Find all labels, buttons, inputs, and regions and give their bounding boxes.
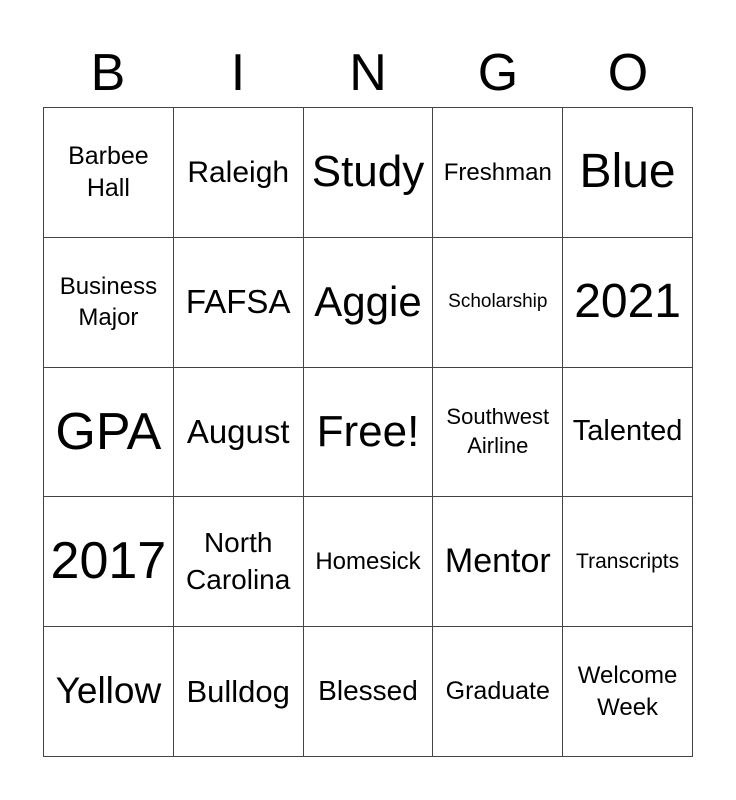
bingo-cell: GPA <box>44 368 174 498</box>
bingo-cell: Aggie <box>304 238 434 368</box>
bingo-cell: Welcome Week <box>563 627 693 757</box>
header-letter-g: G <box>477 44 519 102</box>
bingo-cell: Yellow <box>44 627 174 757</box>
header-letter-n: N <box>349 44 387 102</box>
bingo-cell: Blessed <box>304 627 434 757</box>
bingo-cell: Freshman <box>433 108 563 238</box>
bingo-cell: Graduate <box>433 627 563 757</box>
bingo-cell: Southwest Airline <box>433 368 563 498</box>
bingo-cell: Barbee Hall <box>44 108 174 238</box>
bingo-cell: Scholarship <box>433 238 563 368</box>
header-letter-i: I <box>230 44 246 102</box>
bingo-cell: Study <box>304 108 434 238</box>
bingo-board <box>43 107 693 757</box>
bingo-cell: 2017 <box>44 497 174 627</box>
bingo-cell: Raleigh <box>174 108 304 238</box>
bingo-cell: Homesick <box>304 497 434 627</box>
bingo-cell: August <box>174 368 304 498</box>
bingo-cell: Transcripts <box>563 497 693 627</box>
bingo-header <box>43 38 693 108</box>
bingo-cell: Mentor <box>433 497 563 627</box>
bingo-cell: Free! <box>304 368 434 498</box>
bingo-cell: FAFSA <box>174 238 304 368</box>
bingo-cell: Bulldog <box>174 627 304 757</box>
bingo-cell: Talented <box>563 368 693 498</box>
bingo-cell: Blue <box>563 108 693 238</box>
bingo-cell: North Carolina <box>174 497 304 627</box>
header-letter-b: B <box>90 44 126 102</box>
header-letter-o: O <box>607 44 649 102</box>
bingo-cell: Business Major <box>44 238 174 368</box>
bingo-cell: 2021 <box>563 238 693 368</box>
